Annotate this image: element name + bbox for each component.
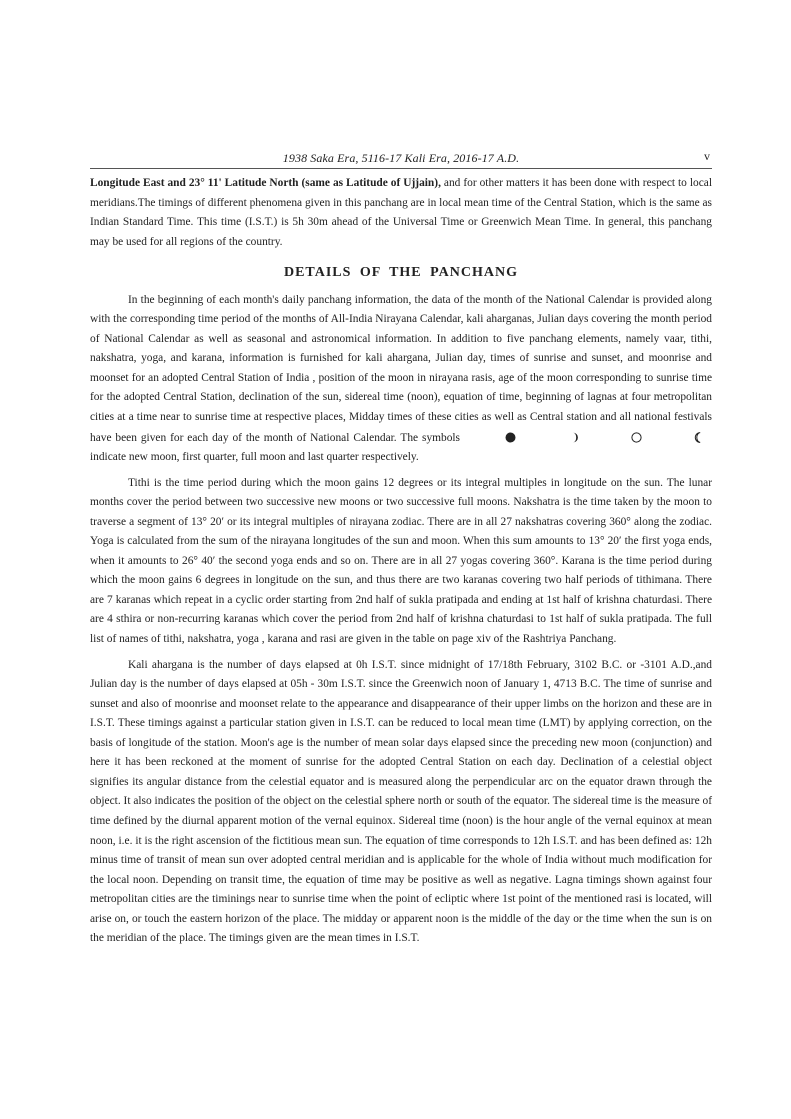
new-moon-icon bbox=[467, 428, 516, 448]
page-number: v bbox=[704, 149, 710, 163]
running-header bbox=[90, 150, 712, 169]
first-quarter-icon bbox=[530, 428, 579, 448]
last-quarter-icon bbox=[656, 428, 705, 448]
paragraph-panchang-contents bbox=[90, 291, 712, 468]
full-moon-icon bbox=[593, 428, 642, 448]
symbols-description: indicate new moon, first quarter, full moon and last quarter respectively. bbox=[90, 451, 419, 464]
body-text bbox=[90, 174, 712, 949]
paragraph-kali-ahargana: Kali ahargana is the number of days elapsed at 0h I.S.T. since midnight of 17/18th February, 3102 B.C. or -3101 A.D.,and Julian day is the number of days elapsed at 05h - 30m I.S.T. since the Greenwich noon of January 1, 4713 B.C. The time of sunrise and sunset and also of moonrise and moonset relate to the appearance and disappearance of their upper limbs on the horizon and these are in I.S.T. These timings against a particular station given in I.S.T. can be reduced to local mean time (LMT) by applying correction, on the basis of longitude of the station. Moon's age is the number of mean solar days elapsed since the preceding new moon (conjunction) and here it has been reckoned at the moment of sunrise for the adopted Central Station on each day. Declination of a celestial object signifies its angular distance from the celestial equator and is measured along the perpendicular arc on the equator drawn through the object. It also indicates the position of the object on the celestial sphere north or south of the equator. The sidereal time is the measure of time defined by the diurnal apparent motion of the vernal equinox. Sidereal time (noon) is the hour angle of the vernal equinox at mean noon, i.e. it is the right ascension of the fictitious mean sun. The equation of time corresponds to 12h I.S.T. and has been defined as: 12h minus time of transit of mean sun over adopted central meridian and is applicable for the whole of India without much modification for the local noon. Depending on transit time, the equation of time may be positive as well as negative. Lagna timings shown against four metropolitan cities are the timinings near to sunrise time when the point of ecliptic where 1st point of the mentioned rasi is located, will arise on, or touch the eastern horizon of the place. The midday or apparent noon is the middle of the day or the time when the sun is on the meridian of the place. The timings given are the mean times in I.S.T. bbox=[90, 658, 712, 945]
intro-paragraph bbox=[90, 174, 712, 252]
section-heading: DETAILS OF THE PANCHANG bbox=[283, 265, 518, 281]
paragraph-tithi: Tithi is the time period during which the moon gains 12 degrees or its integral multiples in longitude on the sun. The lunar months cover the period between two successive new moons or two successive full moons. Nakshatra is the time taken by the moon to traverse a segment of 13° 20′ or its integral multiples of nirayana zodiac. There are in all 27 nakshatras covering 360° along the zodiac. Yoga is calculated from the sum of the nirayana longitudes of the sun and moon. When this sum amounts to 13° 20′ the first yoga ends, when it amounts to 26° 40′ the second yoga ends and so on. There are in all 27 yogas covering 360°. Karana is the time period during which the moon gains 6 degrees in longitude on the sun, and thus there are two karanas covering two half periods of tithimana. There are 7 karanas which repeat in a cyclic order starting from 2nd half of sukla pratipada and ending at 1st half of krishna chaturdasi. There are 4 sthira or non-recurring karanas which cover the period from 2nd half of krishna chaturdasi to 1st half of sukla pratipada. The full list of names of tithi, nakshatra, yoga , karana and rasi are given in the table on page xiv of the Rashtriya Panchang. bbox=[90, 476, 712, 646]
intro-rest: and for other matters it has been done with respect to local meridians.The timings of different phenomena given in this panchang are in local mean time of the Central Station, which is the same as Indian Standard Time. This time (I.S.T.) is 5h 30m ahead of the Universal Time or Greenwich Mean Time. In general, this panchang may be used for all regions of the country. bbox=[90, 177, 712, 248]
intro-bold-lead: Longitude East and 23° 11' Latitude North (same as Latitude of Ujjain), bbox=[90, 177, 441, 189]
paragraph-text: In the beginning of each month's daily panchang information, the data of the month of the National Calendar is provided along with the corresponding time period of the months of All-India Nirayana Calendar, kali aharganas, Julian days covering the month period of National Calendar as well as seasonal and astronomical information. In addition to five panchang elements, namely vaar, tithi, nakshatra, yoga, and karana, information is furnished for kali ahargana, Julian day, times of sunrise and sunset, and moonrise and moonset for an adopted Central Station of India , position of the moon in nirayana rasis, age of the moon corresponding to sunrise time for the adopted Central Station, declination of the sun, sidereal time (noon), equation of time, beginning of lagnas at four metropolitan cities at a time near to sunrise time at respective places, Midday times of these cities as well as Central station and all national festivals have been given for each day of the month of National Calendar. The symbols bbox=[90, 293, 712, 444]
running-title: 1938 Saka Era, 5116-17 Kali Era, 2016-17 A.D. bbox=[282, 151, 520, 165]
